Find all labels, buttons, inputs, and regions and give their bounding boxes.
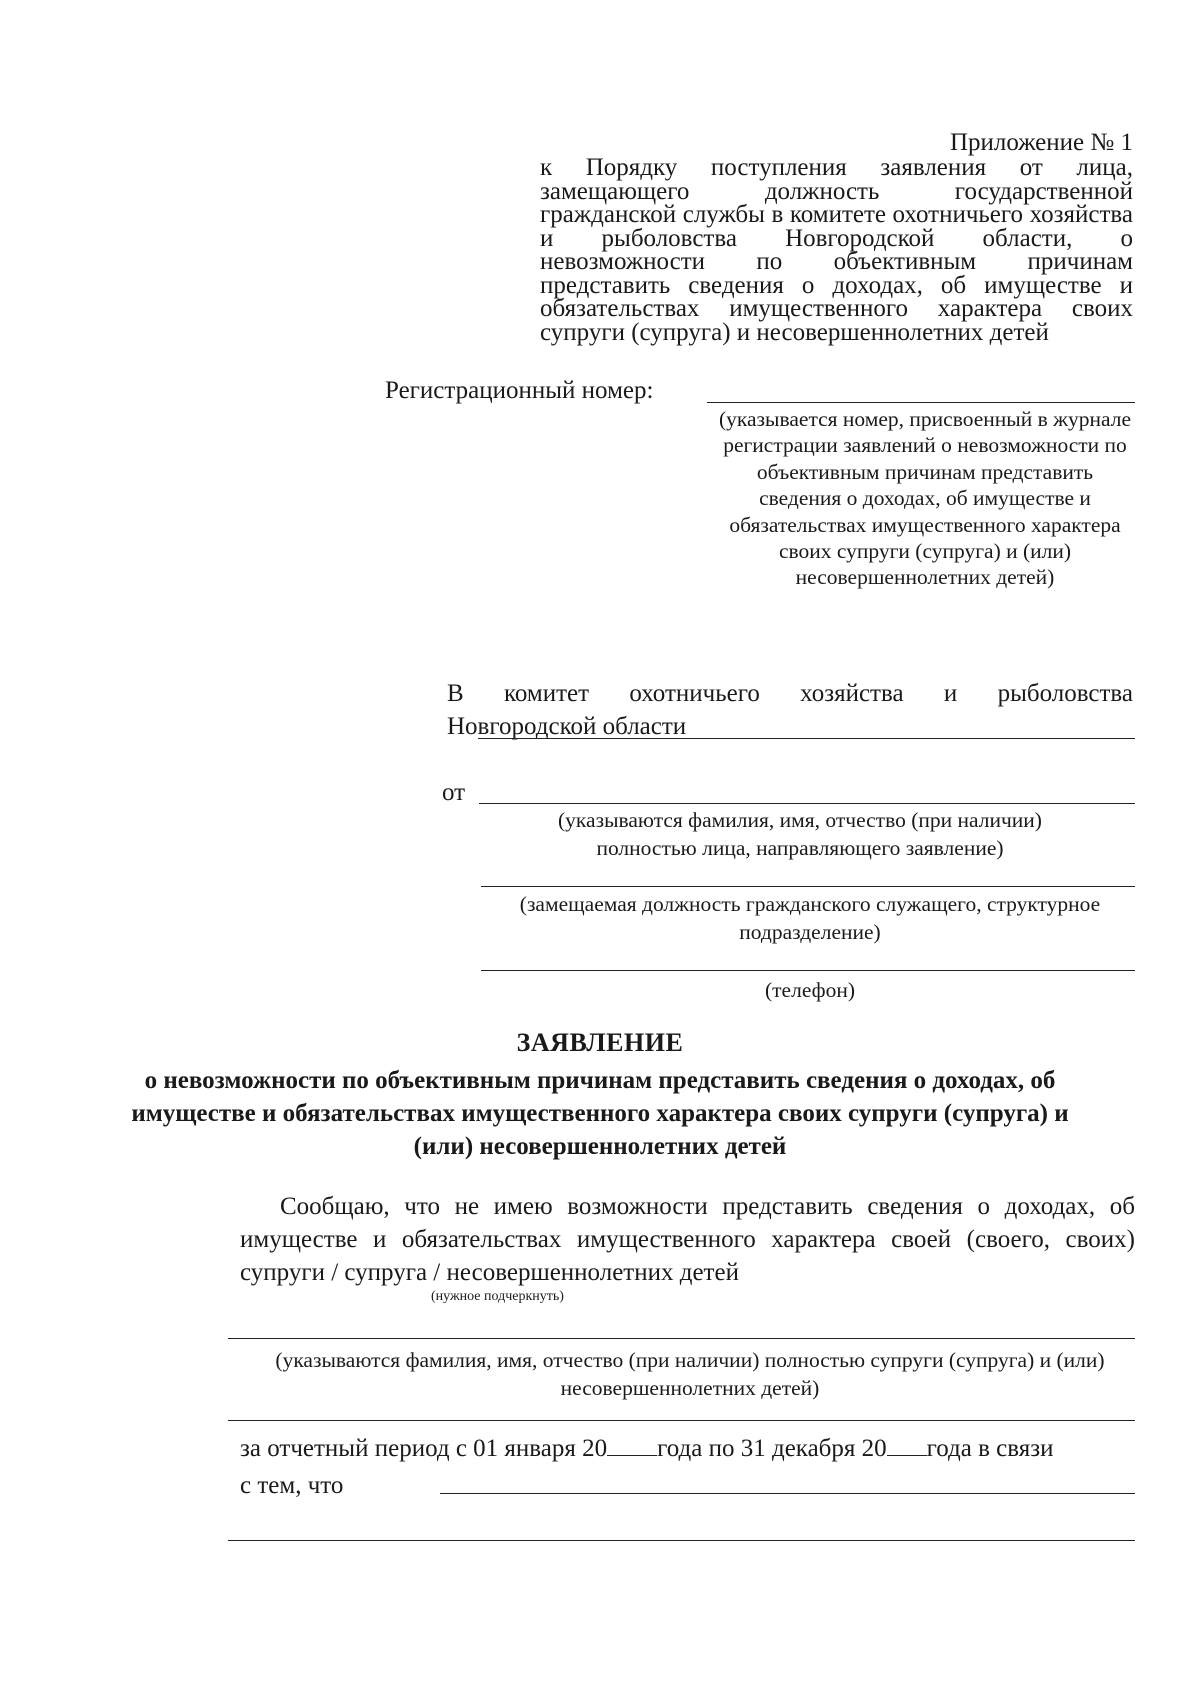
recipient-underline: [478, 738, 1135, 739]
recipient-word: комитет: [504, 680, 590, 707]
statement-text: Сообщаю, что не имею возможности представить сведения о доходах, об имуществе и обязательствах имущественного характера своей (своего, своих) супруги / супруга / несовершеннолетних детей: [240, 1193, 1135, 1286]
sender-name-note: (указываются фамилия, имя, отчество (при наличии) полностью лица, направляющего заявление): [558, 808, 1042, 860]
end-year-field[interactable]: [887, 1435, 927, 1456]
from-label: от: [442, 779, 466, 806]
recipient-word: В: [447, 680, 464, 707]
recipient-word: и: [943, 680, 958, 707]
sender-phone-note: (телефон): [765, 978, 855, 1002]
document-title: ЗАЯВЛЕНИЕ: [516, 1028, 684, 1057]
recipient-line-2: Новгородской области: [447, 713, 687, 740]
spouse-name-note: (указываются фамилия, имя, отчество (при наличии) полностью супруги (супруга) и (или) несовершеннолетних детей): [275, 1348, 1105, 1400]
sender-position-note: (замещаемая должность гражданского служащего, структурное подразделение): [519, 892, 1101, 944]
reason-field-2[interactable]: [228, 1540, 1135, 1541]
registration-number-note: (указывается номер, присвоенный в журнале регистрации заявлений о невозможности по объективным причинам представить сведения о доходах, об имуществе и обязательствах имущественного характера своих супруги (супруга) и (или) несовершеннолетних детей): [718, 407, 1132, 590]
document-subtitle: [100, 1064, 1100, 1163]
recipient-word: охотничьего: [629, 680, 760, 707]
spouse-name-field-2[interactable]: [228, 1420, 1135, 1421]
underline-hint: (нужное подчеркнуть): [431, 1289, 564, 1304]
period-text-end: года в связи: [926, 1435, 1054, 1462]
recipient-line-1: [447, 677, 1133, 710]
reporting-period-line: [240, 1432, 1054, 1465]
sender-position-field[interactable]: [481, 886, 1135, 887]
appendix-description: к Порядку поступления заявления от лица, замещающего должность государственной гражданской службы в комитете охотничьего хозяйства и рыболовства Новгородской области, о невозможности по объективным причинам представить сведения о доходах, об имуществе и обязательствах имущественного характера своих супруги (супруга) и несовершеннолетних детей: [540, 154, 1133, 346]
reason-field[interactable]: [440, 1493, 1135, 1494]
period-text-middle: года по 31 декабря 20: [657, 1435, 887, 1462]
sender-name-field[interactable]: [479, 803, 1135, 804]
document-subtitle-text: о невозможности по объективным причинам представить сведения о доходах, об имуществе и обязательствах имущественного характера своих супруги (супруга) и (или) несовершеннолетних детей: [131, 1067, 1069, 1160]
period-text-start: за отчетный период с 01 января 20: [240, 1435, 608, 1462]
recipient-word: хозяйства: [800, 680, 904, 707]
registration-number-label: Регистрационный номер:: [385, 377, 654, 404]
spouse-name-field[interactable]: [228, 1338, 1135, 1339]
reason-label: с тем, что: [240, 1472, 344, 1499]
recipient-block: [447, 677, 1133, 743]
appendix-title: Приложение № 1: [949, 129, 1133, 156]
sender-phone-field[interactable]: [481, 970, 1135, 971]
recipient-word: рыболовства: [997, 680, 1133, 707]
start-year-field[interactable]: [607, 1435, 657, 1456]
registration-number-field[interactable]: [707, 402, 1135, 403]
